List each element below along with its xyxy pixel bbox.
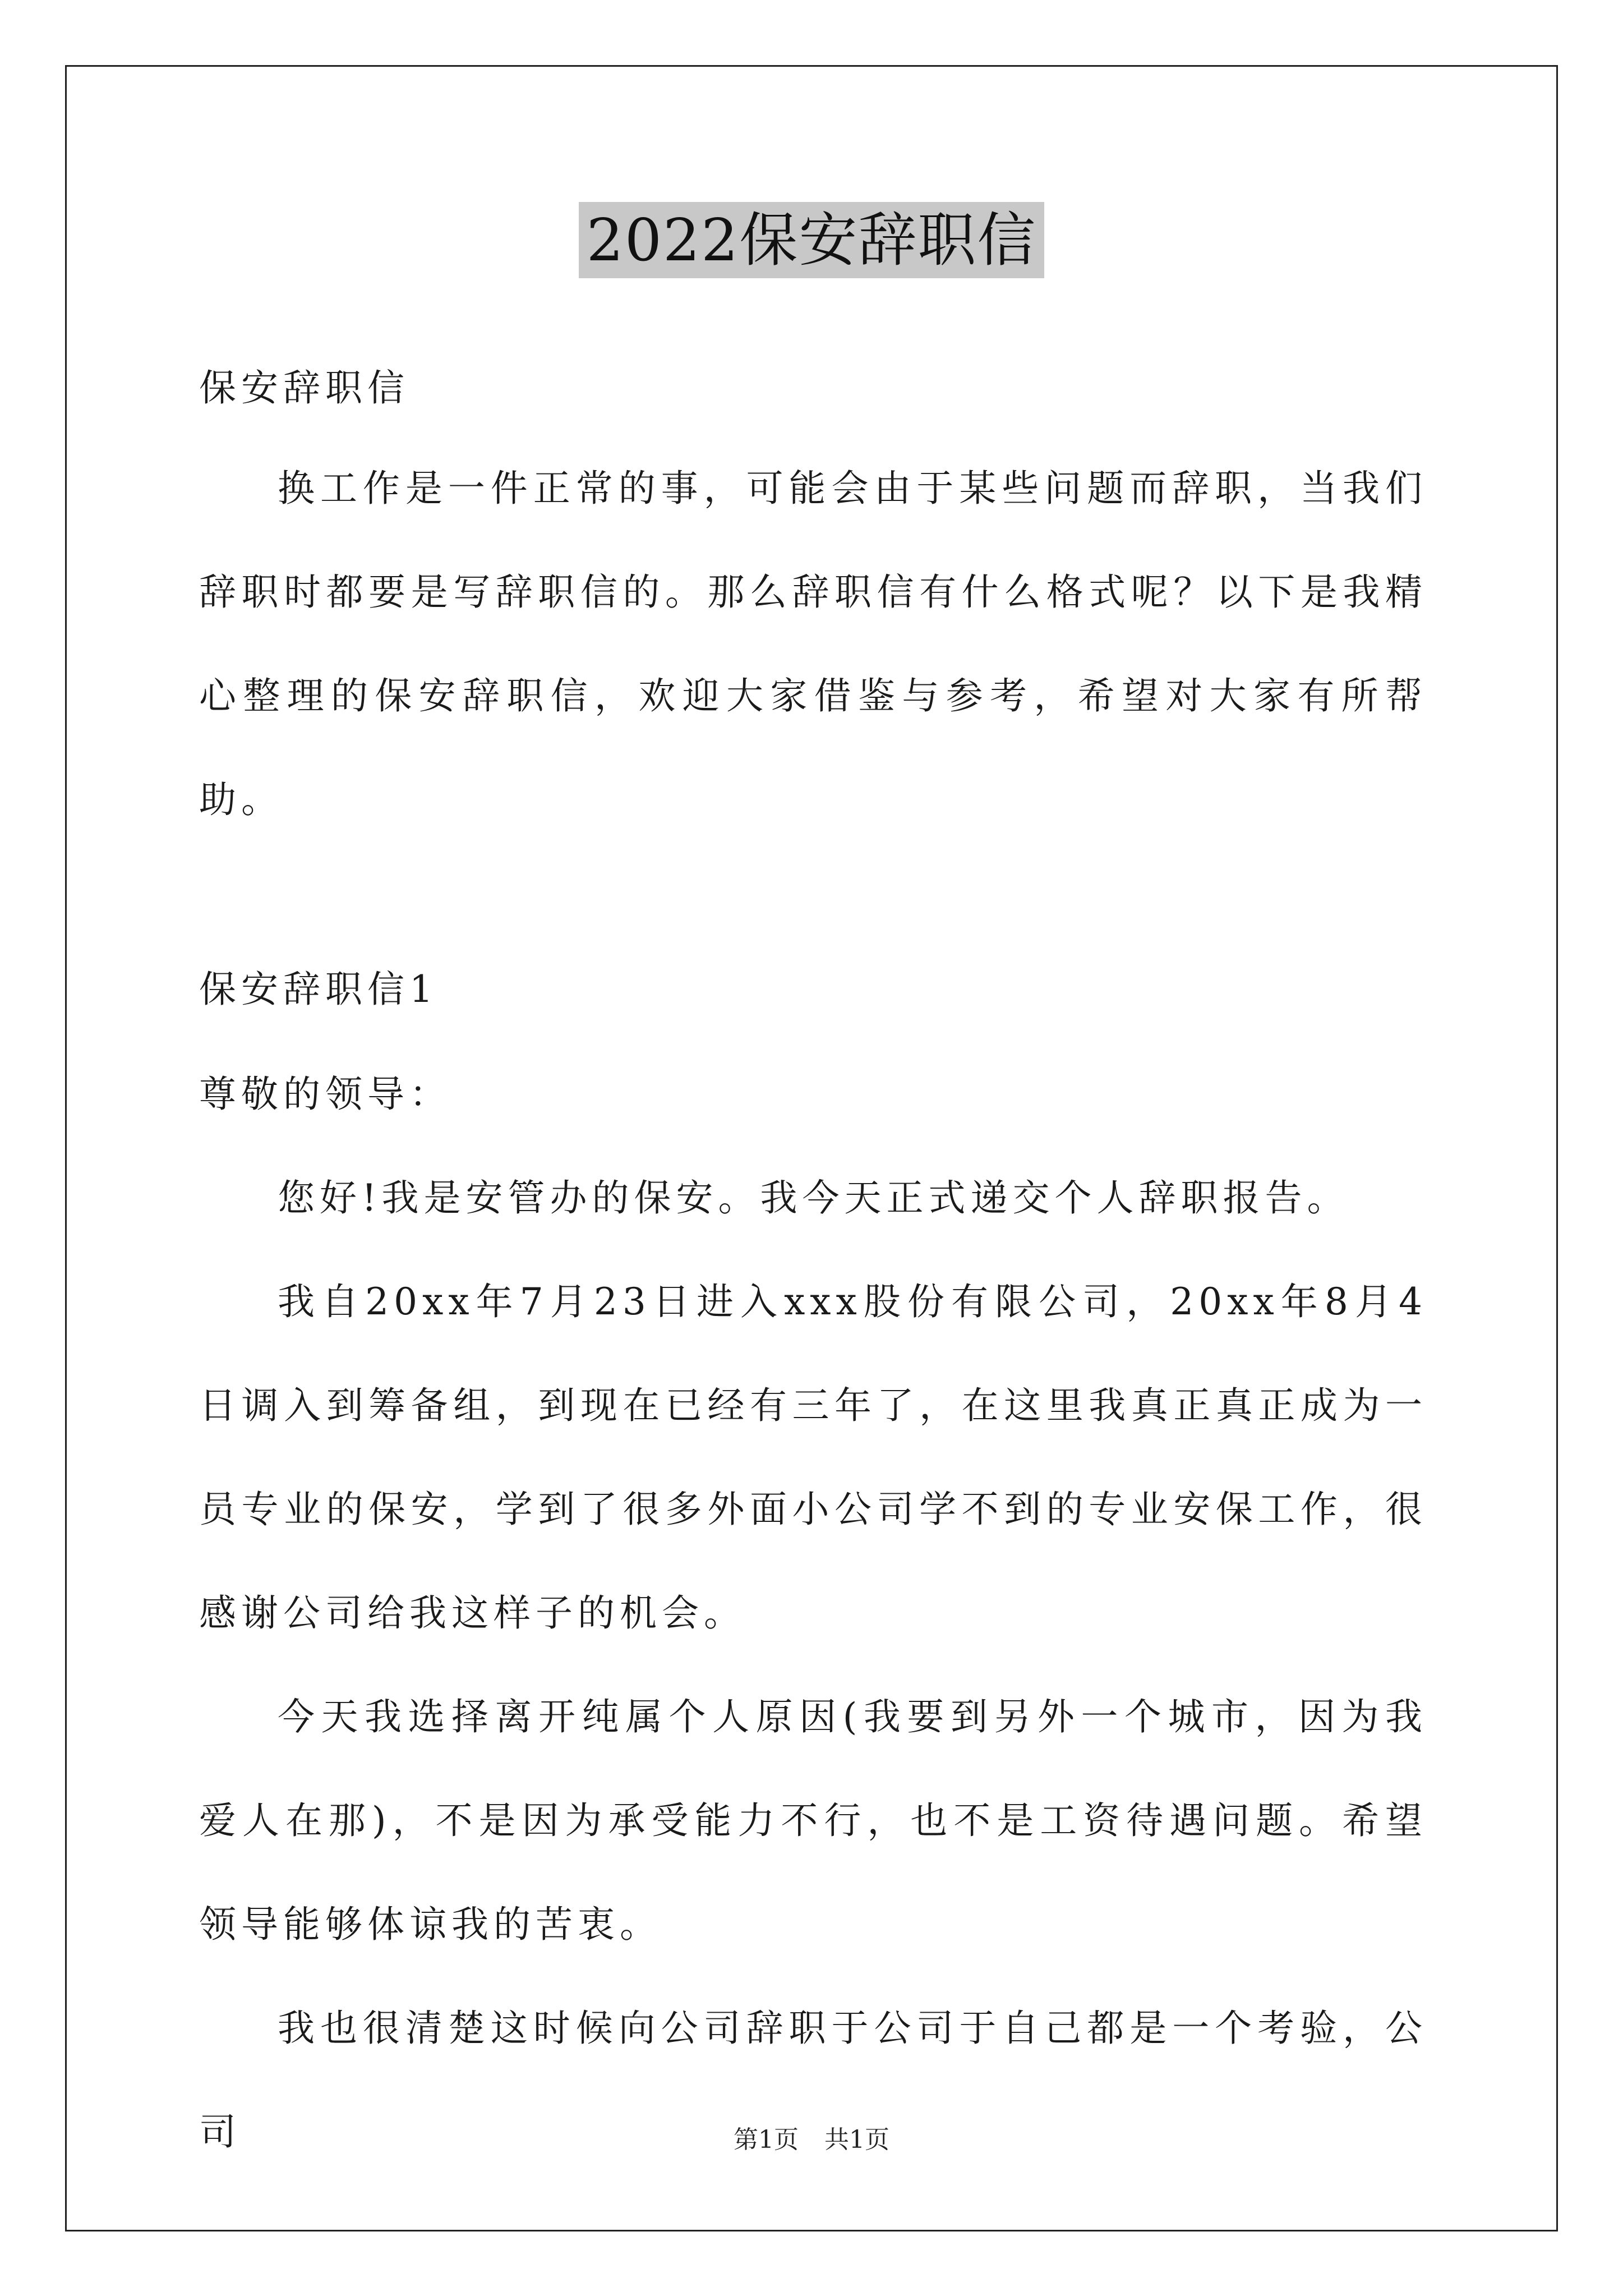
intro-paragraph: 换工作是一件正常的事，可能会由于某些问题而辞职，当我们辞职时都要是写辞职信的。那么辞职信有什么格式呢？以下是我精心整理的保安辞职信，欢迎大家借鉴与参考，希望对大家有所帮助。	[199, 467, 1427, 821]
page-total: 共1页	[824, 2125, 889, 2154]
heading: 保安辞职信	[199, 366, 409, 409]
section-title: 保安辞职信1	[199, 968, 438, 1011]
body-paragraph: 您好!我是安管办的保安。我今天正式递交个人辞职报告。	[278, 1176, 1349, 1220]
salutation: 尊敬的领导：	[199, 1073, 451, 1116]
document-body	[199, 337, 1427, 2184]
page-number: 第1页	[734, 2125, 799, 2154]
body-paragraph: 我也很清楚这时候向公司辞职于公司于自己都是一个考验，公司	[199, 2007, 1427, 2154]
document-title: 2022保安辞职信	[579, 202, 1045, 278]
title-wrap	[0, 202, 1623, 278]
page-footer	[0, 2123, 1623, 2157]
body-paragraph: 今天我选择离开纯属个人原因(我要到另外一个城市，因为我爱人在那)，不是因为承受能力不行，也不是工资待遇问题。希望领导能够体谅我的苦衷。	[199, 1695, 1427, 1946]
body-paragraph: 我自20xx年7月23日进入xxx股份有限公司，20xx年8月4日调入到筹备组，到现在已经有三年了，在这里我真正真正成为一员专业的保安，学到了很多外面小公司学不到的专业安保工作，很感谢公司给我这样子的机会。	[199, 1280, 1427, 1635]
